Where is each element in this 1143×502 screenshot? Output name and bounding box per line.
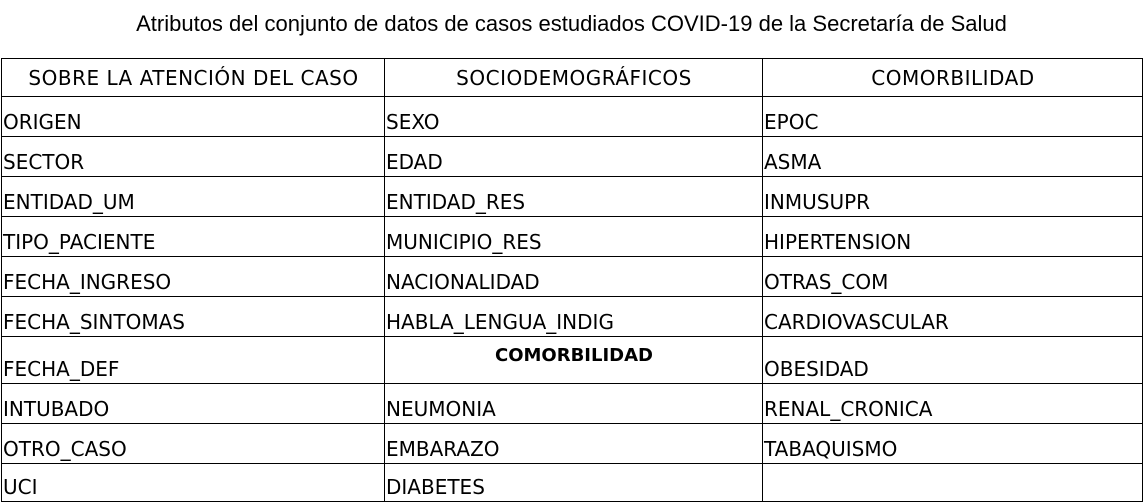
table-row (2, 424, 1143, 464)
table-cell: FECHA_DEF (2, 337, 385, 384)
table-cell: FECHA_SINTOMAS (2, 297, 385, 337)
table-row (2, 297, 1143, 337)
table-cell: TIPO_PACIENTE (2, 217, 385, 257)
table-cell: HABLA_LENGUA_INDIG (385, 297, 763, 337)
table-cell: SECTOR (2, 137, 385, 177)
table-cell: EDAD (385, 137, 763, 177)
column-header-atencion: SOBRE LA ATENCIÓN DEL CASO (2, 59, 385, 97)
table-cell: ENTIDAD_UM (2, 177, 385, 217)
column-header-comorbilidad: COMORBILIDAD (763, 59, 1143, 97)
table-cell: EMBARAZO (385, 424, 763, 464)
subheader-comorbilidad: COMORBILIDAD (385, 337, 763, 384)
table-cell: SEXO (385, 97, 763, 137)
table-row (2, 177, 1143, 217)
table-row (2, 257, 1143, 297)
column-header-sociodemograficos: SOCIODEMOGRÁFICOS (385, 59, 763, 97)
table-row (2, 464, 1143, 502)
table-cell: INMUSUPR (763, 177, 1143, 217)
table-cell: RENAL_CRONICA (763, 384, 1143, 424)
table-row (2, 217, 1143, 257)
table-cell: OBESIDAD (763, 337, 1143, 384)
table-cell-empty (763, 464, 1143, 502)
table-cell: ORIGEN (2, 97, 385, 137)
table-cell: OTRO_CASO (2, 424, 385, 464)
table-row (2, 337, 1143, 384)
table-row (2, 384, 1143, 424)
table-cell: FECHA_INGRESO (2, 257, 385, 297)
table-cell: INTUBADO (2, 384, 385, 424)
table-cell: EPOC (763, 97, 1143, 137)
table-cell: NEUMONIA (385, 384, 763, 424)
table-row (2, 97, 1143, 137)
table-row (2, 137, 1143, 177)
table-cell: NACIONALIDAD (385, 257, 763, 297)
table-cell: ASMA (763, 137, 1143, 177)
table-cell: DIABETES (385, 464, 763, 502)
table-cell: MUNICIPIO_RES (385, 217, 763, 257)
document-title: Atributos del conjunto de datos de casos estudiados COVID-19 de la Secretaría de Salud (136, 11, 1007, 36)
attributes-table (1, 58, 1143, 502)
table-cell: OTRAS_COM (763, 257, 1143, 297)
table-cell: UCI (2, 464, 385, 502)
table-header-row (2, 59, 1143, 97)
table-cell: ENTIDAD_RES (385, 177, 763, 217)
table-cell: TABAQUISMO (763, 424, 1143, 464)
table-cell: CARDIOVASCULAR (763, 297, 1143, 337)
table-cell: HIPERTENSION (763, 217, 1143, 257)
